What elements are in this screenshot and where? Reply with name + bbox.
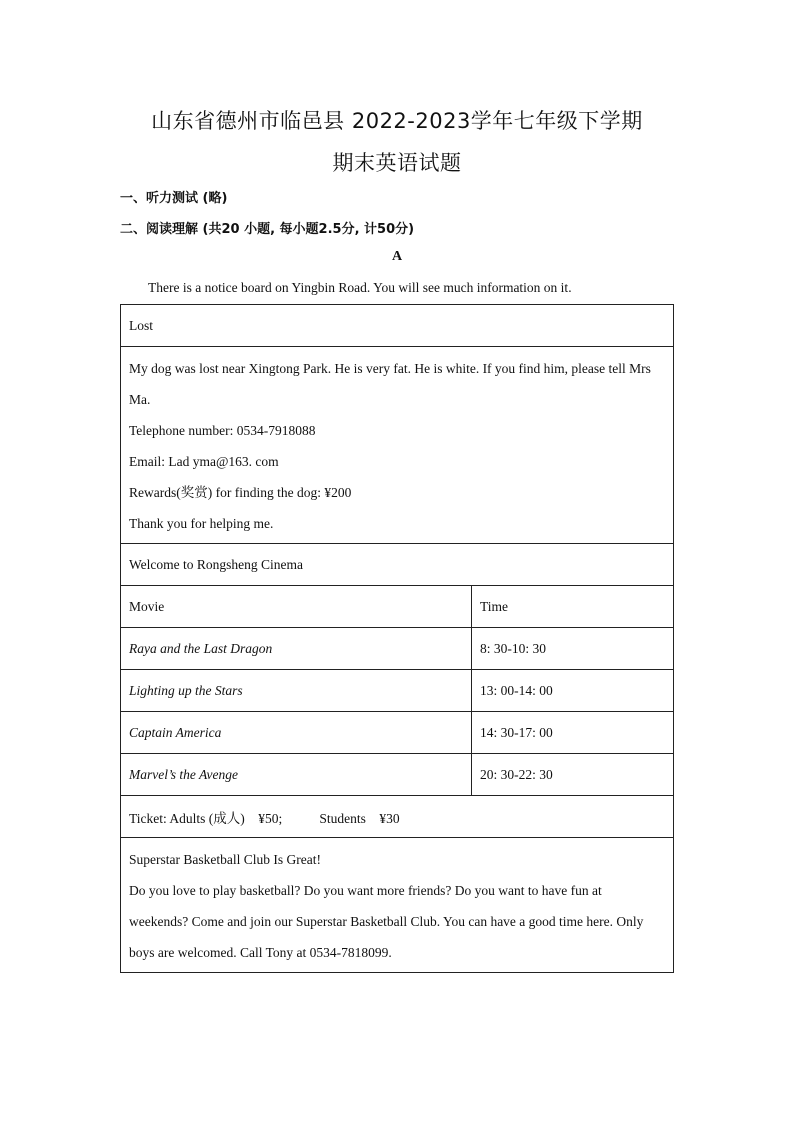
lost-reward: Rewards(奖赏) for finding the dog: ¥200 <box>129 485 352 500</box>
table-row <box>121 670 674 712</box>
cinema-heading: Welcome to Rongsheng Cinema <box>121 544 674 586</box>
ticket-row <box>121 796 674 838</box>
part-label: A <box>391 249 403 264</box>
document-subtitle: 期末英语试题 <box>332 151 462 175</box>
club-heading: Superstar Basketball Club Is Great! <box>129 852 321 867</box>
cinema-header-row <box>121 586 674 628</box>
movie-time: 8: 30-10: 30 <box>472 628 674 670</box>
table-row <box>121 628 674 670</box>
movie-time: 13: 00-14: 00 <box>472 670 674 712</box>
notice-board-table <box>120 304 674 973</box>
movie-column-header: Movie <box>121 586 472 628</box>
lost-email: Email: Lad yma@163. com <box>129 454 279 469</box>
movie-title: Marvel’s the Avenge <box>121 754 472 796</box>
movie-title: Raya and the Last Dragon <box>121 628 472 670</box>
time-column-header: Time <box>472 586 674 628</box>
lost-phone: Telephone number: 0534-7918088 <box>129 423 316 438</box>
club-text-line2: weekends? Come and join our Superstar Basketball Club. You can have a good time here. Only <box>129 914 644 929</box>
document-title: 山东省德州市临邑县 2022-2023学年七年级下学期 <box>151 109 643 133</box>
lost-heading-row <box>121 305 674 347</box>
lost-thanks: Thank you for helping me. <box>129 516 274 531</box>
movie-title: Captain America <box>121 712 472 754</box>
club-text-line3: boys are welcomed. Call Tony at 0534-7818099. <box>129 945 392 960</box>
section-listening: 一、听力测试 (略) <box>120 191 228 206</box>
lost-heading: Lost <box>121 305 674 347</box>
table-row <box>121 712 674 754</box>
movie-title: Lighting up the Stars <box>121 670 472 712</box>
movie-time: 14: 30-17: 00 <box>472 712 674 754</box>
cinema-heading-row <box>121 544 674 586</box>
club-text-line1: Do you love to play basketball? Do you want more friends? Do you want to have fun at <box>129 883 602 898</box>
lost-text-line1: My dog was lost near Xingtong Park. He is very fat. He is white. If you find him, please tell Mrs <box>129 361 651 376</box>
ticket-prices: Ticket: Adults (成人) ¥50; Students ¥30 <box>121 796 674 838</box>
table-row <box>121 754 674 796</box>
section-reading: 二、阅读理解 (共20 小题, 每小题2.5分, 计50分) <box>120 222 415 237</box>
club-body <box>121 838 674 973</box>
lost-text-line1b: Ma. <box>129 392 151 407</box>
lost-body-row <box>121 347 674 544</box>
club-row <box>121 838 674 973</box>
intro-text: There is a notice board on Yingbin Road. You will see much information on it. <box>148 280 572 295</box>
lost-body <box>121 347 674 544</box>
movie-time: 20: 30-22: 30 <box>472 754 674 796</box>
